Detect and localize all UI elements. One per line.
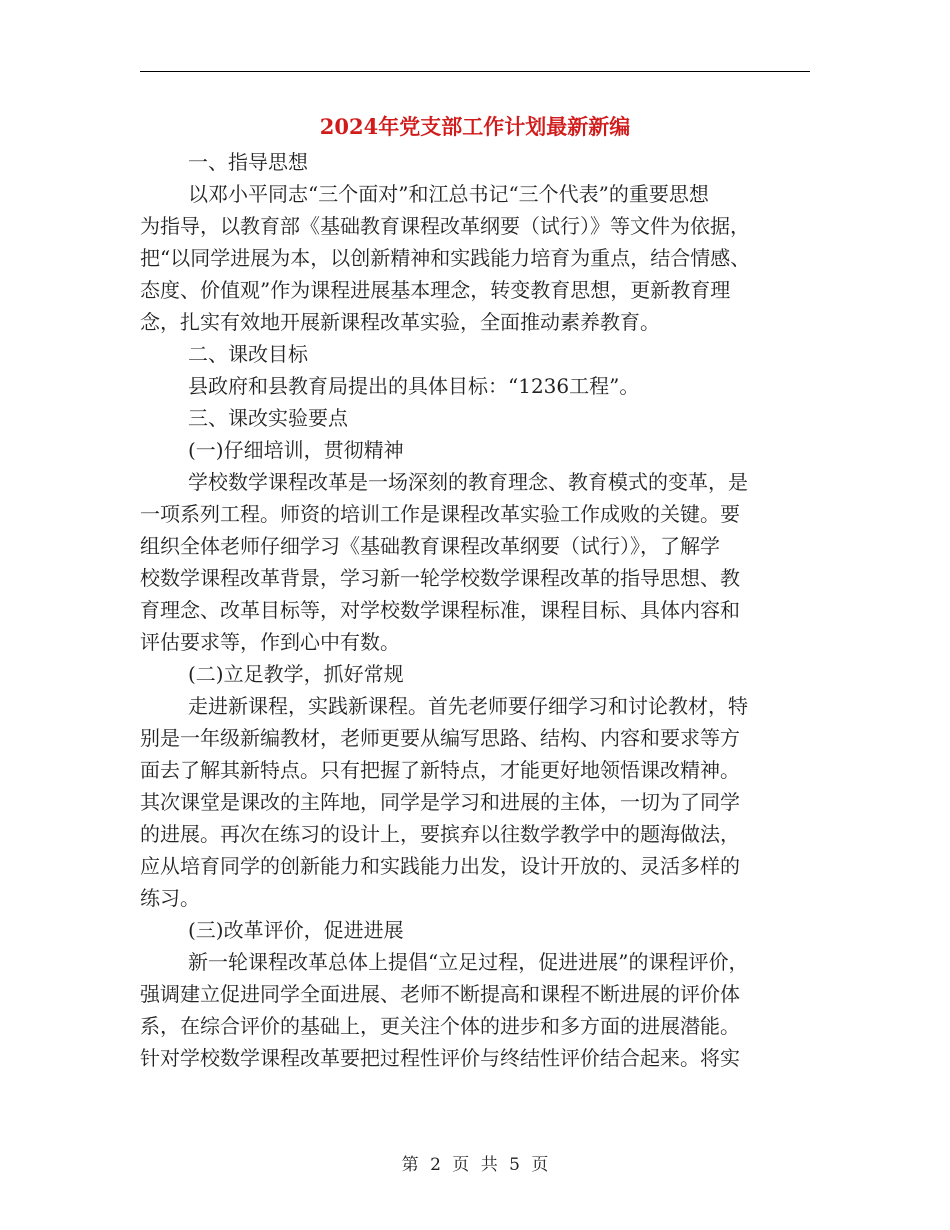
body-line: 其次课堂是课改的主阵地，同学是学习和进展的主体，一切为了同学 — [140, 790, 740, 814]
body-line: (一)仔细培训，贯彻精神 — [188, 438, 404, 462]
body-line: 针对学校数学课程改革要把过程性评价与终结性评价结合起来。将实 — [140, 1046, 740, 1070]
page-number: 第 2 页 共 5 页 — [401, 1155, 549, 1175]
body-line: 校数学课程改革背景，学习新一轮学校数学课程改革的指导思想、教 — [140, 566, 740, 590]
body-line: 组织全体老师仔细学习《基础教育课程改革纲要（试行）》，了解学 — [140, 534, 720, 558]
body-line: 面去了解其新特点。只有把握了新特点，才能更好地领悟课改精神。 — [140, 758, 740, 782]
body-line: 以邓小平同志“三个面对”和江总书记“三个代表”的重要思想 — [188, 182, 709, 206]
body-line: (二)立足教学，抓好常规 — [188, 662, 404, 686]
document-title: 2024年党支部工作计划最新新编 — [319, 114, 631, 139]
body-line: 走进新课程，实践新课程。首先老师要仔细学习和讨论教材，特 — [188, 694, 748, 718]
body-line: 强调建立促进同学全面进展、老师不断提高和课程不断进展的评价体 — [140, 982, 740, 1006]
body-line: 一、指导思想 — [188, 150, 308, 174]
body-line: 二、课改目标 — [188, 342, 308, 366]
body-line: 三、课改实验要点 — [188, 406, 348, 430]
body-line: 把“以同学进展为本，以创新精神和实践能力培育为重点，结合情感、 — [140, 246, 751, 270]
body-line: 练习。 — [140, 886, 200, 910]
body-line: 别是一年级新编教材，老师更要从编写思路、结构、内容和要求等方 — [140, 726, 740, 750]
body-line: 系，在综合评价的基础上，更关注个体的进步和多方面的进展潜能。 — [140, 1014, 740, 1038]
body-line: 县政府和县教育局提出的具体目标：“1236工程”。 — [188, 374, 640, 398]
body-line: 学校数学课程改革是一场深刻的教育理念、教育模式的变革，是 — [188, 470, 748, 494]
body-line: 应从培育同学的创新能力和实践能力出发，设计开放的、灵活多样的 — [140, 854, 740, 878]
document-body — [140, 146, 810, 1074]
body-line: 评估要求等，作到心中有数。 — [140, 630, 400, 654]
header-rule — [140, 71, 810, 72]
body-line: (三)改革评价，促进进展 — [188, 918, 404, 942]
body-line: 一项系列工程。师资的培训工作是课程改革实验工作成败的关键。要 — [140, 502, 740, 526]
body-line: 念，扎实有效地开展新课程改革实验，全面推动素养教育。 — [140, 310, 660, 334]
body-line: 的进展。再次在练习的设计上，要摈弃以往数学教学中的题海做法， — [140, 822, 740, 846]
body-line: 态度、价值观”作为课程进展基本理念，转变教育思想，更新教育理 — [140, 278, 731, 302]
body-line: 为指导，以教育部《基础教育课程改革纲要（试行）》等文件为依据， — [140, 214, 750, 238]
body-line: 新一轮课程改革总体上提倡“立足过程，促进进展”的课程评价， — [188, 950, 749, 974]
body-line: 育理念、改革目标等，对学校数学课程标准，课程目标、具体内容和 — [140, 598, 740, 622]
